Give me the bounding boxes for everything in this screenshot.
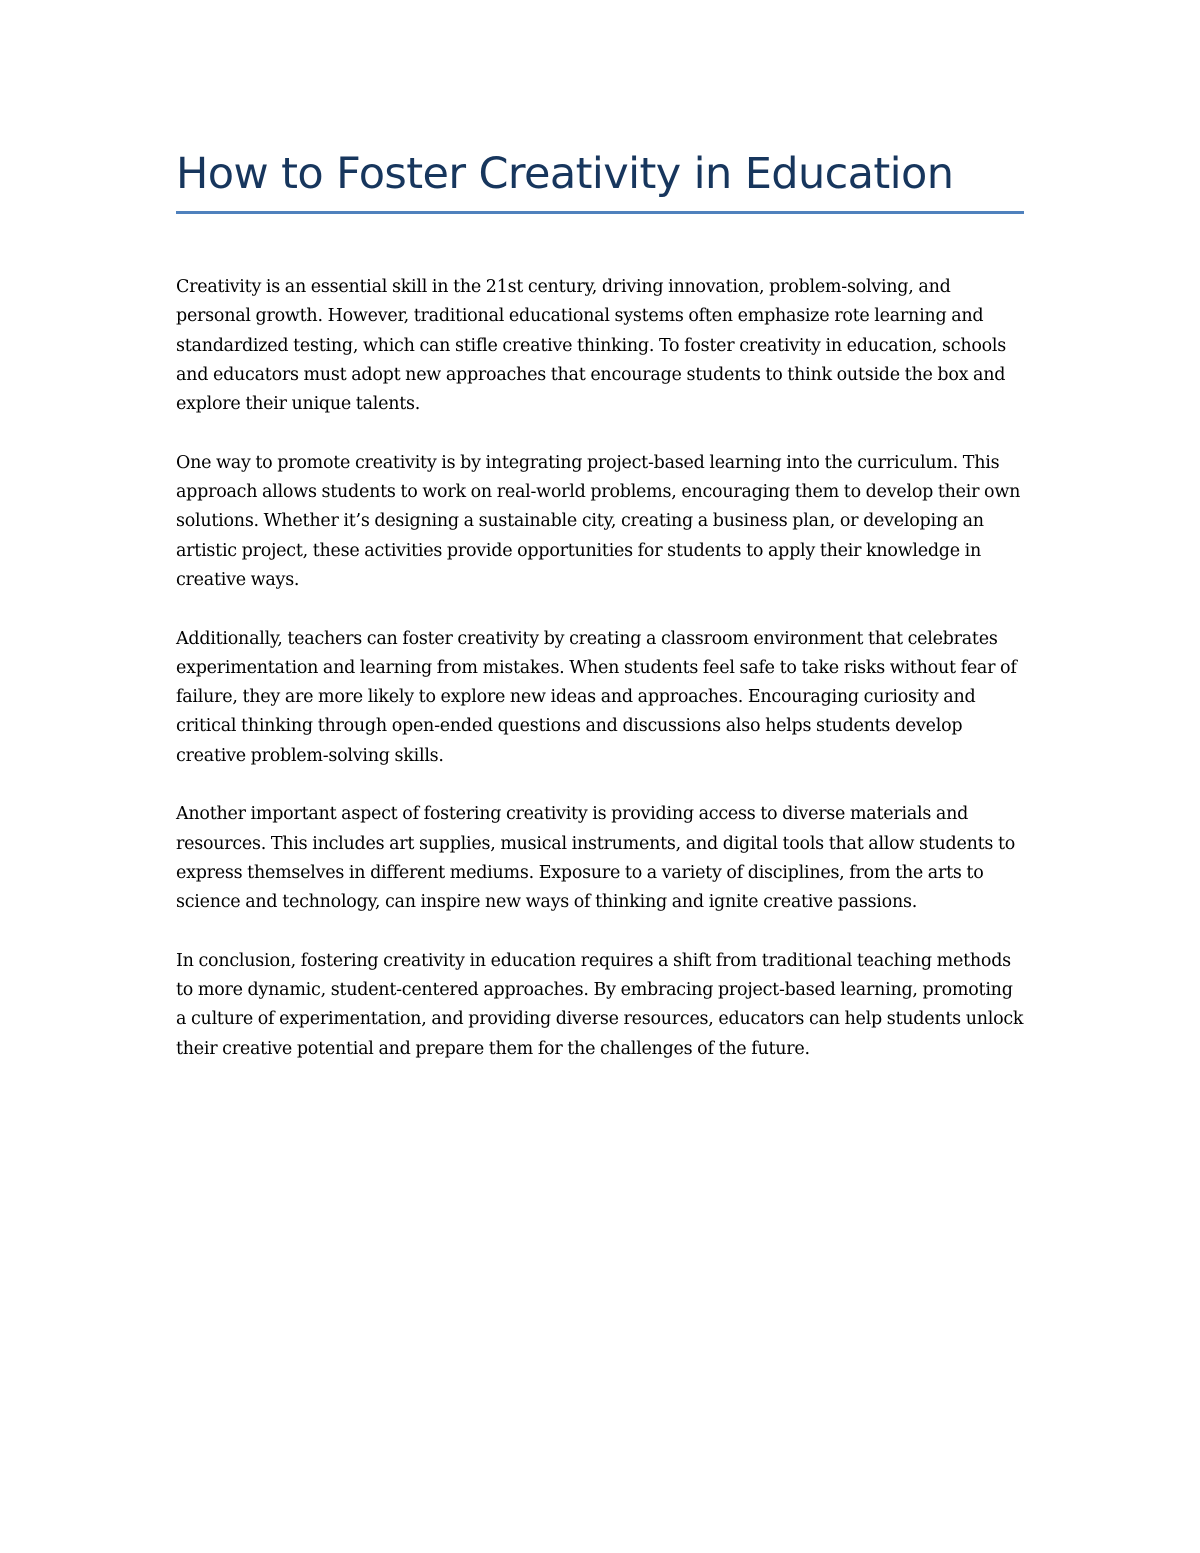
paragraph-conclusion: In conclusion, fostering creativity in education requires a shift from traditional teaching methods to more dynamic, student-centered approaches. By embracing project-based learning, promoting a culture of experimentation, and providing diverse resources, educators can help students unlock their creative potential and prepare them for the challenges of the future.: [176, 950, 1024, 1059]
paragraph-diverse-resources: Another important aspect of fostering creativity is providing access to diverse materials and resources. This includes art supplies, musical instruments, and digital tools that allow students to express themselves in different mediums. Exposure to a variety of disciplines, from the arts to science and technology, can inspire new ways of thinking and ignite creative passions.: [176, 804, 1016, 913]
document-title: How to Foster Creativity in Education: [176, 149, 954, 199]
document-content: [176, 143, 1026, 1093]
title-underline-rule: [176, 211, 1024, 214]
document-body: [176, 273, 1026, 1064]
paragraph-project-based-learning: One way to promote creativity is by integrating project-based learning into the curriculum. This approach allows students to work on real-world problems, encouraging them to develop their own solutions. Whether it’s designing a sustainable city, creating a business plan, or developing an artistic project, these activities provide opportunities for students to apply their knowledge in creative ways.: [176, 452, 1021, 590]
paragraph-classroom-environment: Additionally, teachers can foster creativity by creating a classroom environment that celebrates experimentation and learning from mistakes. When students feel safe to take risks without fear of failure, they are more likely to explore new ideas and approaches. Encouraging curiosity and critical thinking through open-ended questions and discussions also helps students develop creative problem-solving skills.: [176, 628, 1017, 766]
paragraph-intro: Creativity is an essential skill in the 21st century, driving innovation, problem-solving, and personal growth. However, traditional educational systems often emphasize rote learning and standardized testing, which can stifle creative thinking. To foster creativity in education, schools and educators must adopt new approaches that encourage students to think outside the box and explore their unique talents.: [176, 277, 1007, 415]
